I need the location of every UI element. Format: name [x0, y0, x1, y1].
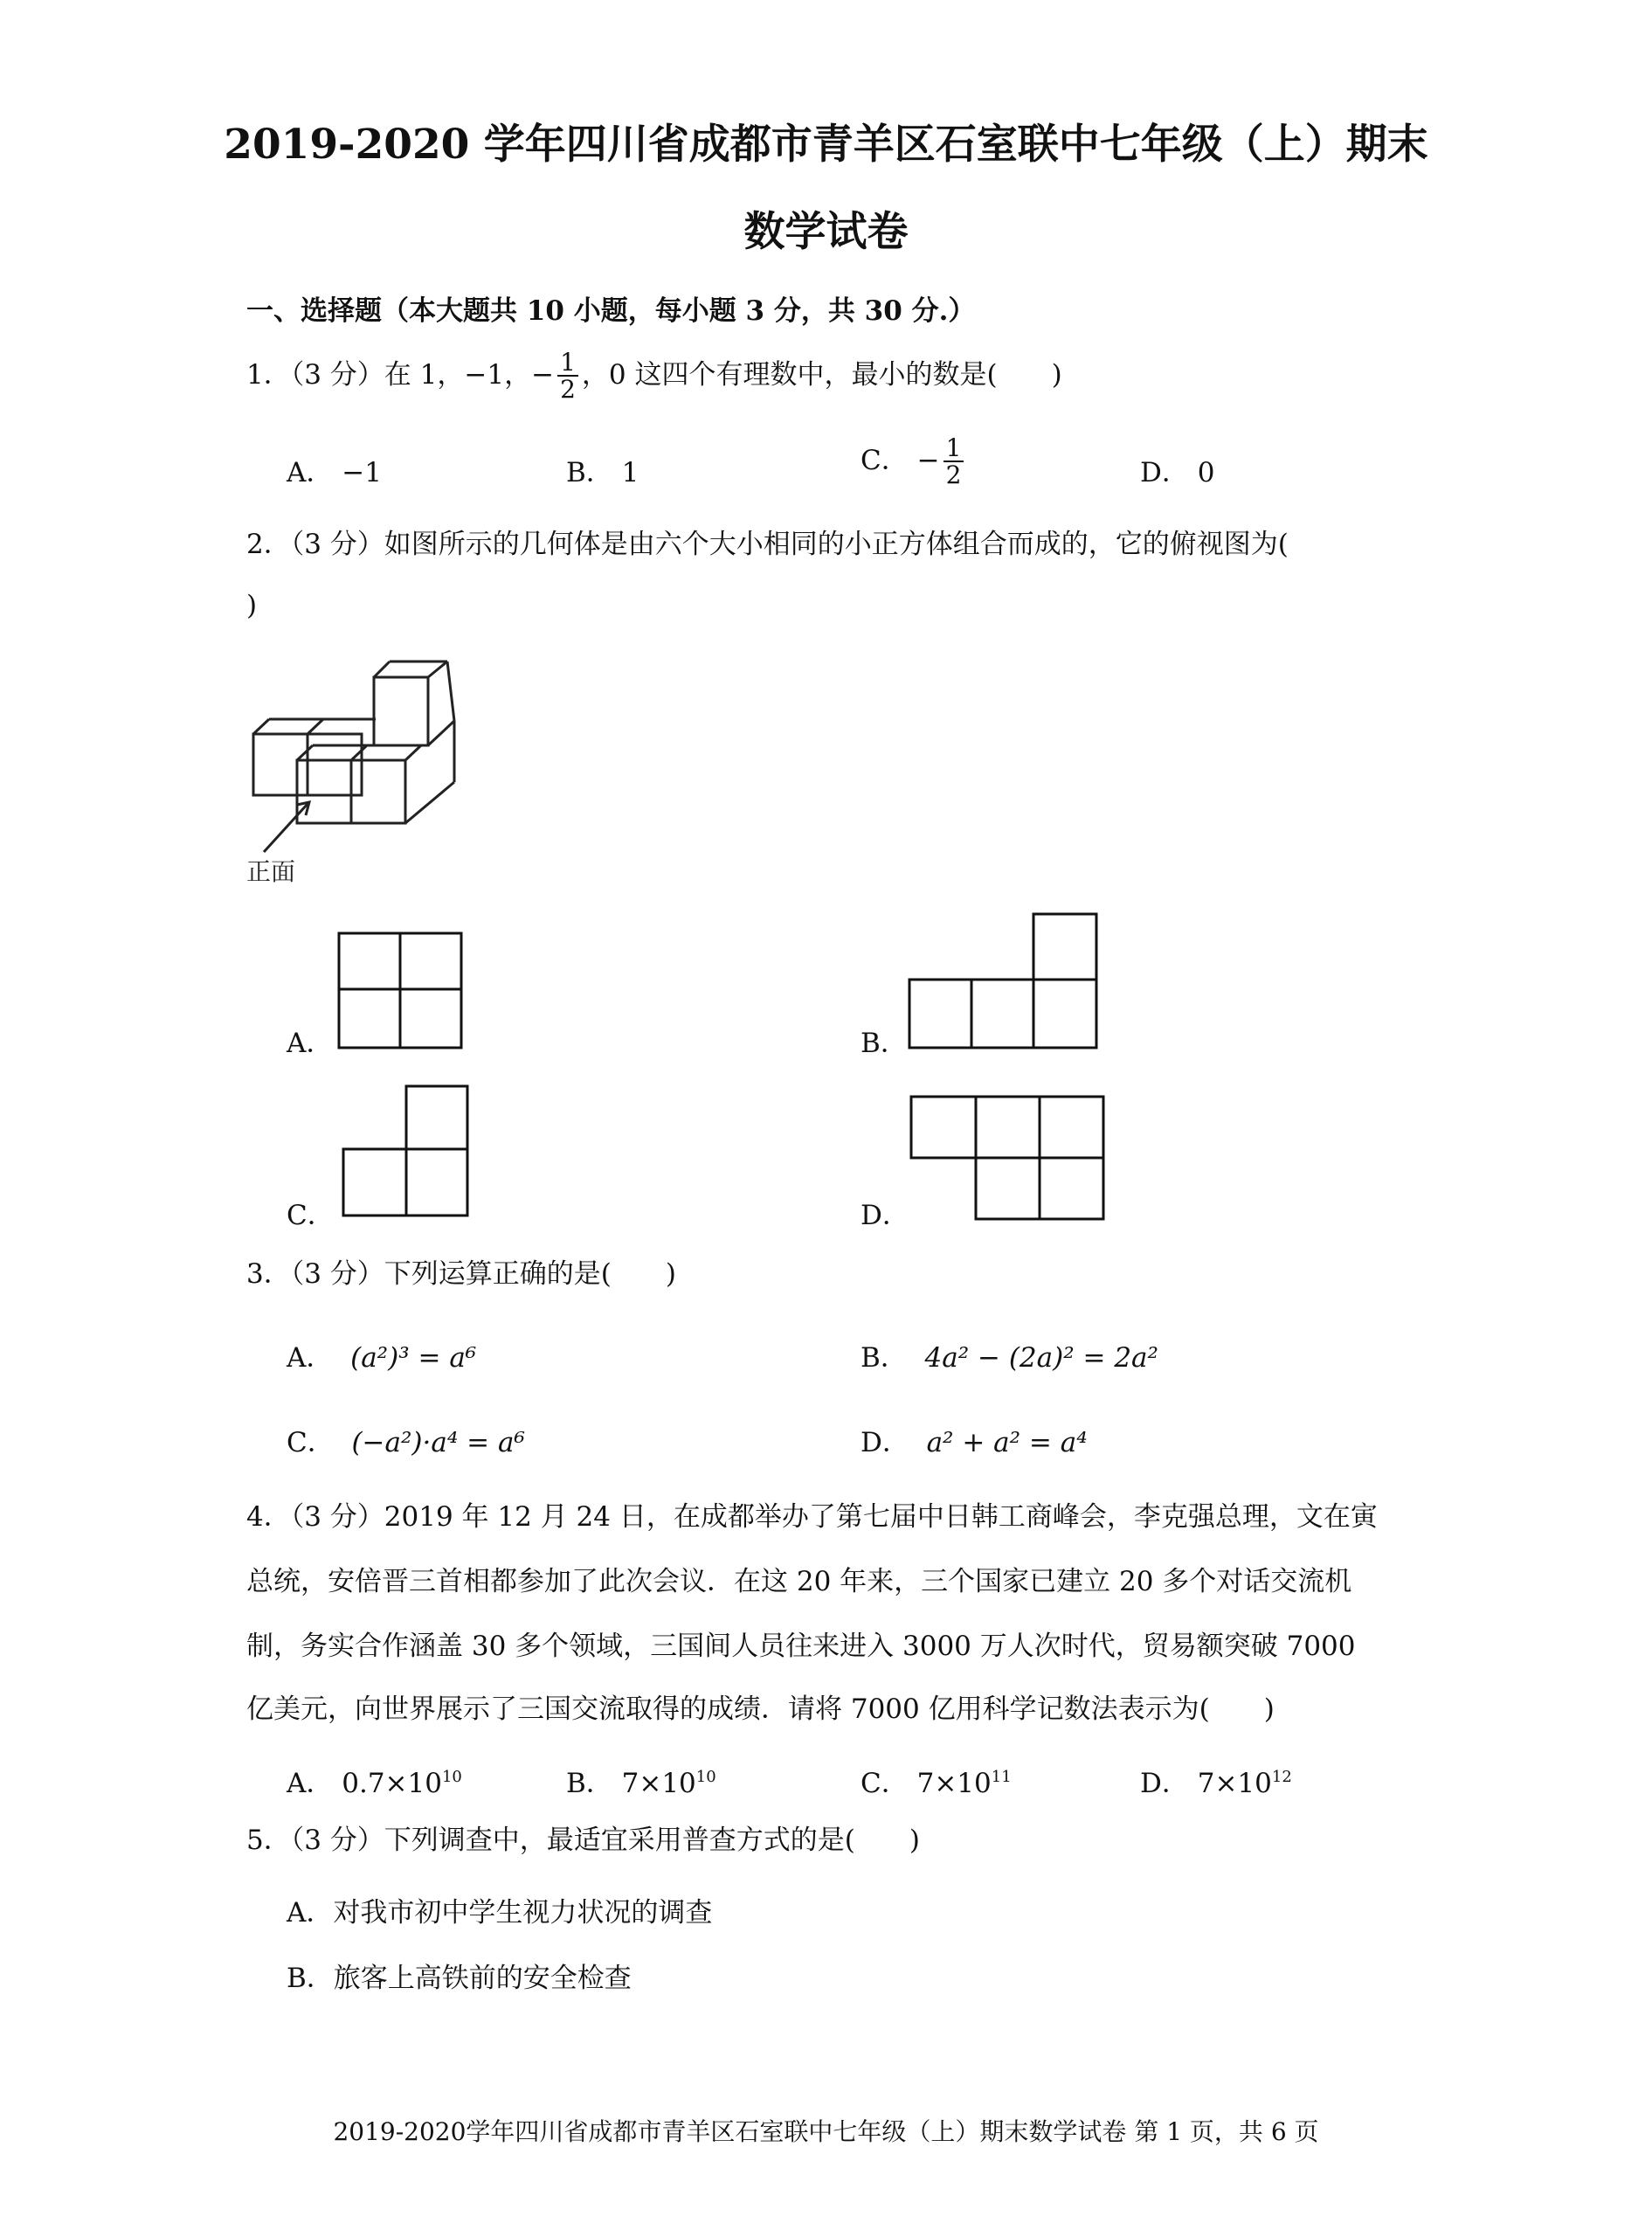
section-heading: 一、选择题（本大题共 10 小题，每小题 3 分，共 30 分.）: [246, 295, 976, 327]
question-2-line1: 2．（3 分）如图所示的几何体是由六个大小相同的小正方体组合而成的，它的俯视图为(: [246, 529, 1289, 560]
option-text: −1: [342, 457, 382, 488]
option-base: 7×10: [1197, 1768, 1272, 1799]
question-4-line2: 总统，安倍晋三首相都参加了此次会议．在这 20 年来，三个国家已建立 20 多个对话交流机: [246, 1566, 1352, 1597]
option-label: A．: [287, 1342, 334, 1374]
q1-option-a: [287, 450, 382, 489]
option-text: 4a² − (2a)² = 2a²: [924, 1342, 1158, 1374]
option-label: A．: [287, 457, 334, 488]
q1-minus: −: [531, 358, 555, 391]
question-1: [246, 350, 1062, 403]
option-label: D．: [1140, 457, 1189, 488]
option-exponent: 10: [441, 1768, 462, 1786]
option-exponent: 12: [1271, 1768, 1292, 1786]
q5-option-a: A．对我市初中学生视力状况的调查: [287, 1897, 713, 1929]
option-text: 1: [621, 457, 639, 488]
option-text: a² + a² = a⁴: [926, 1427, 1088, 1458]
q3-option-b: [861, 1335, 1158, 1375]
option-exponent: 11: [991, 1768, 1012, 1786]
option-label: A．: [287, 1768, 334, 1799]
q5-option-b: B．旅客上高铁前的安全检查: [287, 1963, 632, 1994]
q3-option-a: [287, 1335, 476, 1375]
q4-option-b: [566, 1761, 716, 1800]
q3-option-c: [287, 1420, 525, 1459]
q1-frac-num: 1: [557, 350, 578, 377]
cube-solid-figure: [245, 651, 472, 887]
q1-fraction: [557, 350, 578, 403]
q1-frac-den: 2: [560, 375, 576, 405]
option-label: C．: [861, 444, 909, 476]
q2-option-d-figure: [909, 1094, 1106, 1222]
q1-option-b: [566, 450, 639, 489]
question-4-line1: 4．（3 分）2019 年 12 月 24 日，在成都举办了第七届中日韩工商峰会，李克强总理，文在寅: [246, 1501, 1378, 1533]
option-label: C．: [861, 1768, 909, 1799]
page-title-line1: 2019-2020 学年四川省成都市青羊区石室联中七年级（上）期末: [224, 121, 1428, 169]
option-label: B．: [566, 457, 613, 488]
option-label: D．: [1140, 1768, 1189, 1799]
question-4-line4: 亿美元，向世界展示了三国交流取得的成绩．请将 7000 亿用科学记数法表示为( ): [246, 1693, 1275, 1725]
page-title-line2: 数学试卷: [743, 208, 909, 256]
q2-option-c-label: C．: [287, 1200, 335, 1231]
question-3: 3．（3 分）下列运算正确的是( ): [246, 1258, 676, 1290]
frac-num: 1: [944, 435, 964, 462]
option-minus: −: [916, 444, 940, 476]
q2-option-b-label: B．: [861, 1028, 908, 1059]
option-exponent: 10: [695, 1768, 716, 1786]
option-label: B．: [861, 1342, 908, 1374]
page-footer: 2019-2020学年四川省成都市青羊区石室联中七年级（上）期末数学试卷 第 1 页，共 6 页: [333, 2117, 1319, 2146]
option-base: 7×10: [621, 1768, 696, 1799]
q1-neg-one: −1，: [464, 358, 532, 391]
q2-option-d-label: D．: [861, 1200, 909, 1231]
front-label: 正面: [246, 857, 296, 886]
q2-option-a-figure: [336, 931, 464, 1051]
q4-option-d: [1140, 1761, 1292, 1800]
q1-option-d: [1140, 450, 1214, 489]
question-4-line3: 制，务实合作涵盖 30 多个领域，三国间人员往来进入 3000 万人次时代，贸易额突破 7000: [246, 1631, 1356, 1662]
q1-prefix: 1．（3 分）在 1，: [246, 358, 465, 391]
option-label: C．: [287, 1427, 335, 1458]
q4-option-a: [287, 1761, 462, 1800]
option-text: (a²)³ = a⁶: [350, 1342, 477, 1374]
q1-option-c: [861, 435, 967, 488]
q2-option-a-label: A．: [287, 1028, 334, 1059]
frac-den: 2: [945, 461, 962, 490]
option-base: 0.7×10: [342, 1768, 442, 1799]
option-text: 0: [1197, 457, 1215, 488]
q1-option-c-fraction: [944, 435, 964, 488]
option-text: (−a²)·a⁴ = a⁶: [351, 1427, 525, 1458]
q4-option-c: [861, 1761, 1012, 1800]
q3-option-d: [861, 1420, 1088, 1459]
q1-suffix: ，0 这四个有理数中，最小的数是( ): [581, 358, 1062, 391]
question-5: 5．（3 分）下列调查中，最适宜采用普查方式的是( ): [246, 1825, 920, 1856]
q2-option-b-figure: [907, 911, 1099, 1051]
option-base: 7×10: [916, 1768, 992, 1799]
option-label: D．: [861, 1427, 909, 1458]
q2-option-c-figure: [341, 1084, 472, 1220]
option-label: B．: [566, 1768, 613, 1799]
question-2-line2: ): [246, 590, 258, 621]
